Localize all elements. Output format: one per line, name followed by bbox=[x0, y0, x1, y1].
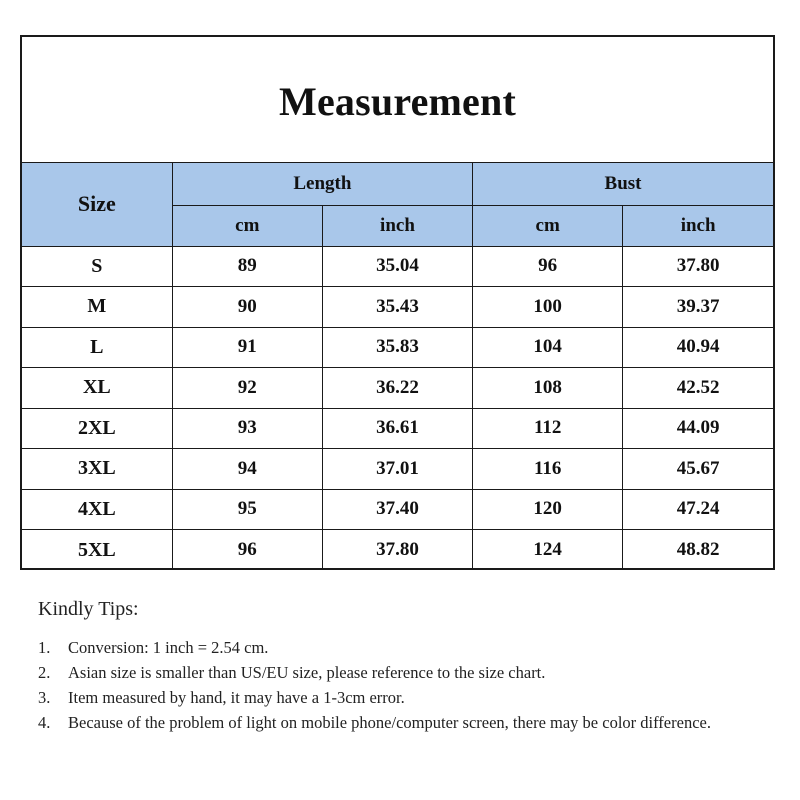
tip-text: Item measured by hand, it may have a 1-3cm error. bbox=[68, 688, 405, 707]
bust-inch-cell: 40.94 bbox=[623, 327, 773, 368]
bust-inch-cell: 44.09 bbox=[623, 408, 773, 449]
bust-group-header: Bust bbox=[473, 163, 773, 205]
length-inch-cell: 37.01 bbox=[322, 449, 472, 490]
tip-number: 1. bbox=[38, 638, 51, 657]
size-cell: S bbox=[22, 246, 172, 287]
tip-text: Asian size is smaller than US/EU size, please reference to the size chart. bbox=[68, 663, 546, 682]
table-body bbox=[22, 246, 773, 570]
table-row bbox=[22, 287, 773, 328]
size-column-header: Size bbox=[22, 163, 172, 246]
length-inch-cell: 35.04 bbox=[322, 246, 472, 287]
table-row bbox=[22, 327, 773, 368]
length-inch-cell: 36.22 bbox=[322, 368, 472, 409]
length-cm-cell: 90 bbox=[172, 287, 322, 328]
length-group-header: Length bbox=[172, 163, 472, 205]
bust-inch-cell: 45.67 bbox=[623, 449, 773, 490]
table-header bbox=[22, 163, 773, 246]
length-cm-cell: 92 bbox=[172, 368, 322, 409]
tip-item bbox=[38, 660, 768, 685]
bust-inch-header: inch bbox=[623, 205, 773, 246]
bust-cm-header: cm bbox=[473, 205, 623, 246]
size-cell: 5XL bbox=[22, 530, 172, 571]
table-row bbox=[22, 489, 773, 530]
bust-cm-cell: 96 bbox=[473, 246, 623, 287]
length-cm-cell: 89 bbox=[172, 246, 322, 287]
length-inch-header: inch bbox=[322, 205, 472, 246]
bust-cm-cell: 104 bbox=[473, 327, 623, 368]
bust-inch-cell: 48.82 bbox=[623, 530, 773, 571]
bust-cm-cell: 108 bbox=[473, 368, 623, 409]
size-cell: 2XL bbox=[22, 408, 172, 449]
size-cell: 3XL bbox=[22, 449, 172, 490]
tip-text: Because of the problem of light on mobile phone/computer screen, there may be color difference. bbox=[68, 713, 711, 732]
bust-cm-cell: 120 bbox=[473, 489, 623, 530]
page-title: Measurement bbox=[279, 79, 516, 124]
kindly-tips bbox=[38, 598, 768, 735]
length-cm-cell: 95 bbox=[172, 489, 322, 530]
length-inch-cell: 36.61 bbox=[322, 408, 472, 449]
table-row bbox=[22, 408, 773, 449]
size-cell: M bbox=[22, 287, 172, 328]
bust-cm-cell: 116 bbox=[473, 449, 623, 490]
bust-inch-cell: 42.52 bbox=[623, 368, 773, 409]
bust-cm-cell: 124 bbox=[473, 530, 623, 571]
size-chart bbox=[20, 35, 775, 570]
length-inch-cell: 35.43 bbox=[322, 287, 472, 328]
size-cell: 4XL bbox=[22, 489, 172, 530]
length-inch-cell: 37.40 bbox=[322, 489, 472, 530]
length-inch-cell: 37.80 bbox=[322, 530, 472, 571]
bust-inch-cell: 37.80 bbox=[623, 246, 773, 287]
length-cm-cell: 96 bbox=[172, 530, 322, 571]
tips-title: Kindly Tips: bbox=[38, 598, 139, 620]
bust-cm-cell: 100 bbox=[473, 287, 623, 328]
length-cm-cell: 93 bbox=[172, 408, 322, 449]
tip-number: 2. bbox=[38, 663, 51, 682]
table-row bbox=[22, 246, 773, 287]
size-cell: XL bbox=[22, 368, 172, 409]
tip-item bbox=[38, 710, 768, 735]
bust-inch-cell: 39.37 bbox=[623, 287, 773, 328]
tip-number: 3. bbox=[38, 688, 51, 707]
tip-text: Conversion: 1 inch = 2.54 cm. bbox=[68, 638, 269, 657]
length-cm-cell: 94 bbox=[172, 449, 322, 490]
bust-inch-cell: 47.24 bbox=[623, 489, 773, 530]
tip-number: 4. bbox=[38, 713, 51, 732]
size-table bbox=[22, 163, 773, 570]
table-row bbox=[22, 449, 773, 490]
tip-item bbox=[38, 685, 768, 710]
table-row bbox=[22, 530, 773, 571]
tip-item bbox=[38, 635, 768, 660]
tips-list bbox=[38, 635, 768, 735]
length-cm-cell: 91 bbox=[172, 327, 322, 368]
size-cell: L bbox=[22, 327, 172, 368]
length-inch-cell: 35.83 bbox=[322, 327, 472, 368]
bust-cm-cell: 112 bbox=[473, 408, 623, 449]
table-row bbox=[22, 368, 773, 409]
title-row bbox=[22, 37, 773, 163]
length-cm-header: cm bbox=[172, 205, 322, 246]
